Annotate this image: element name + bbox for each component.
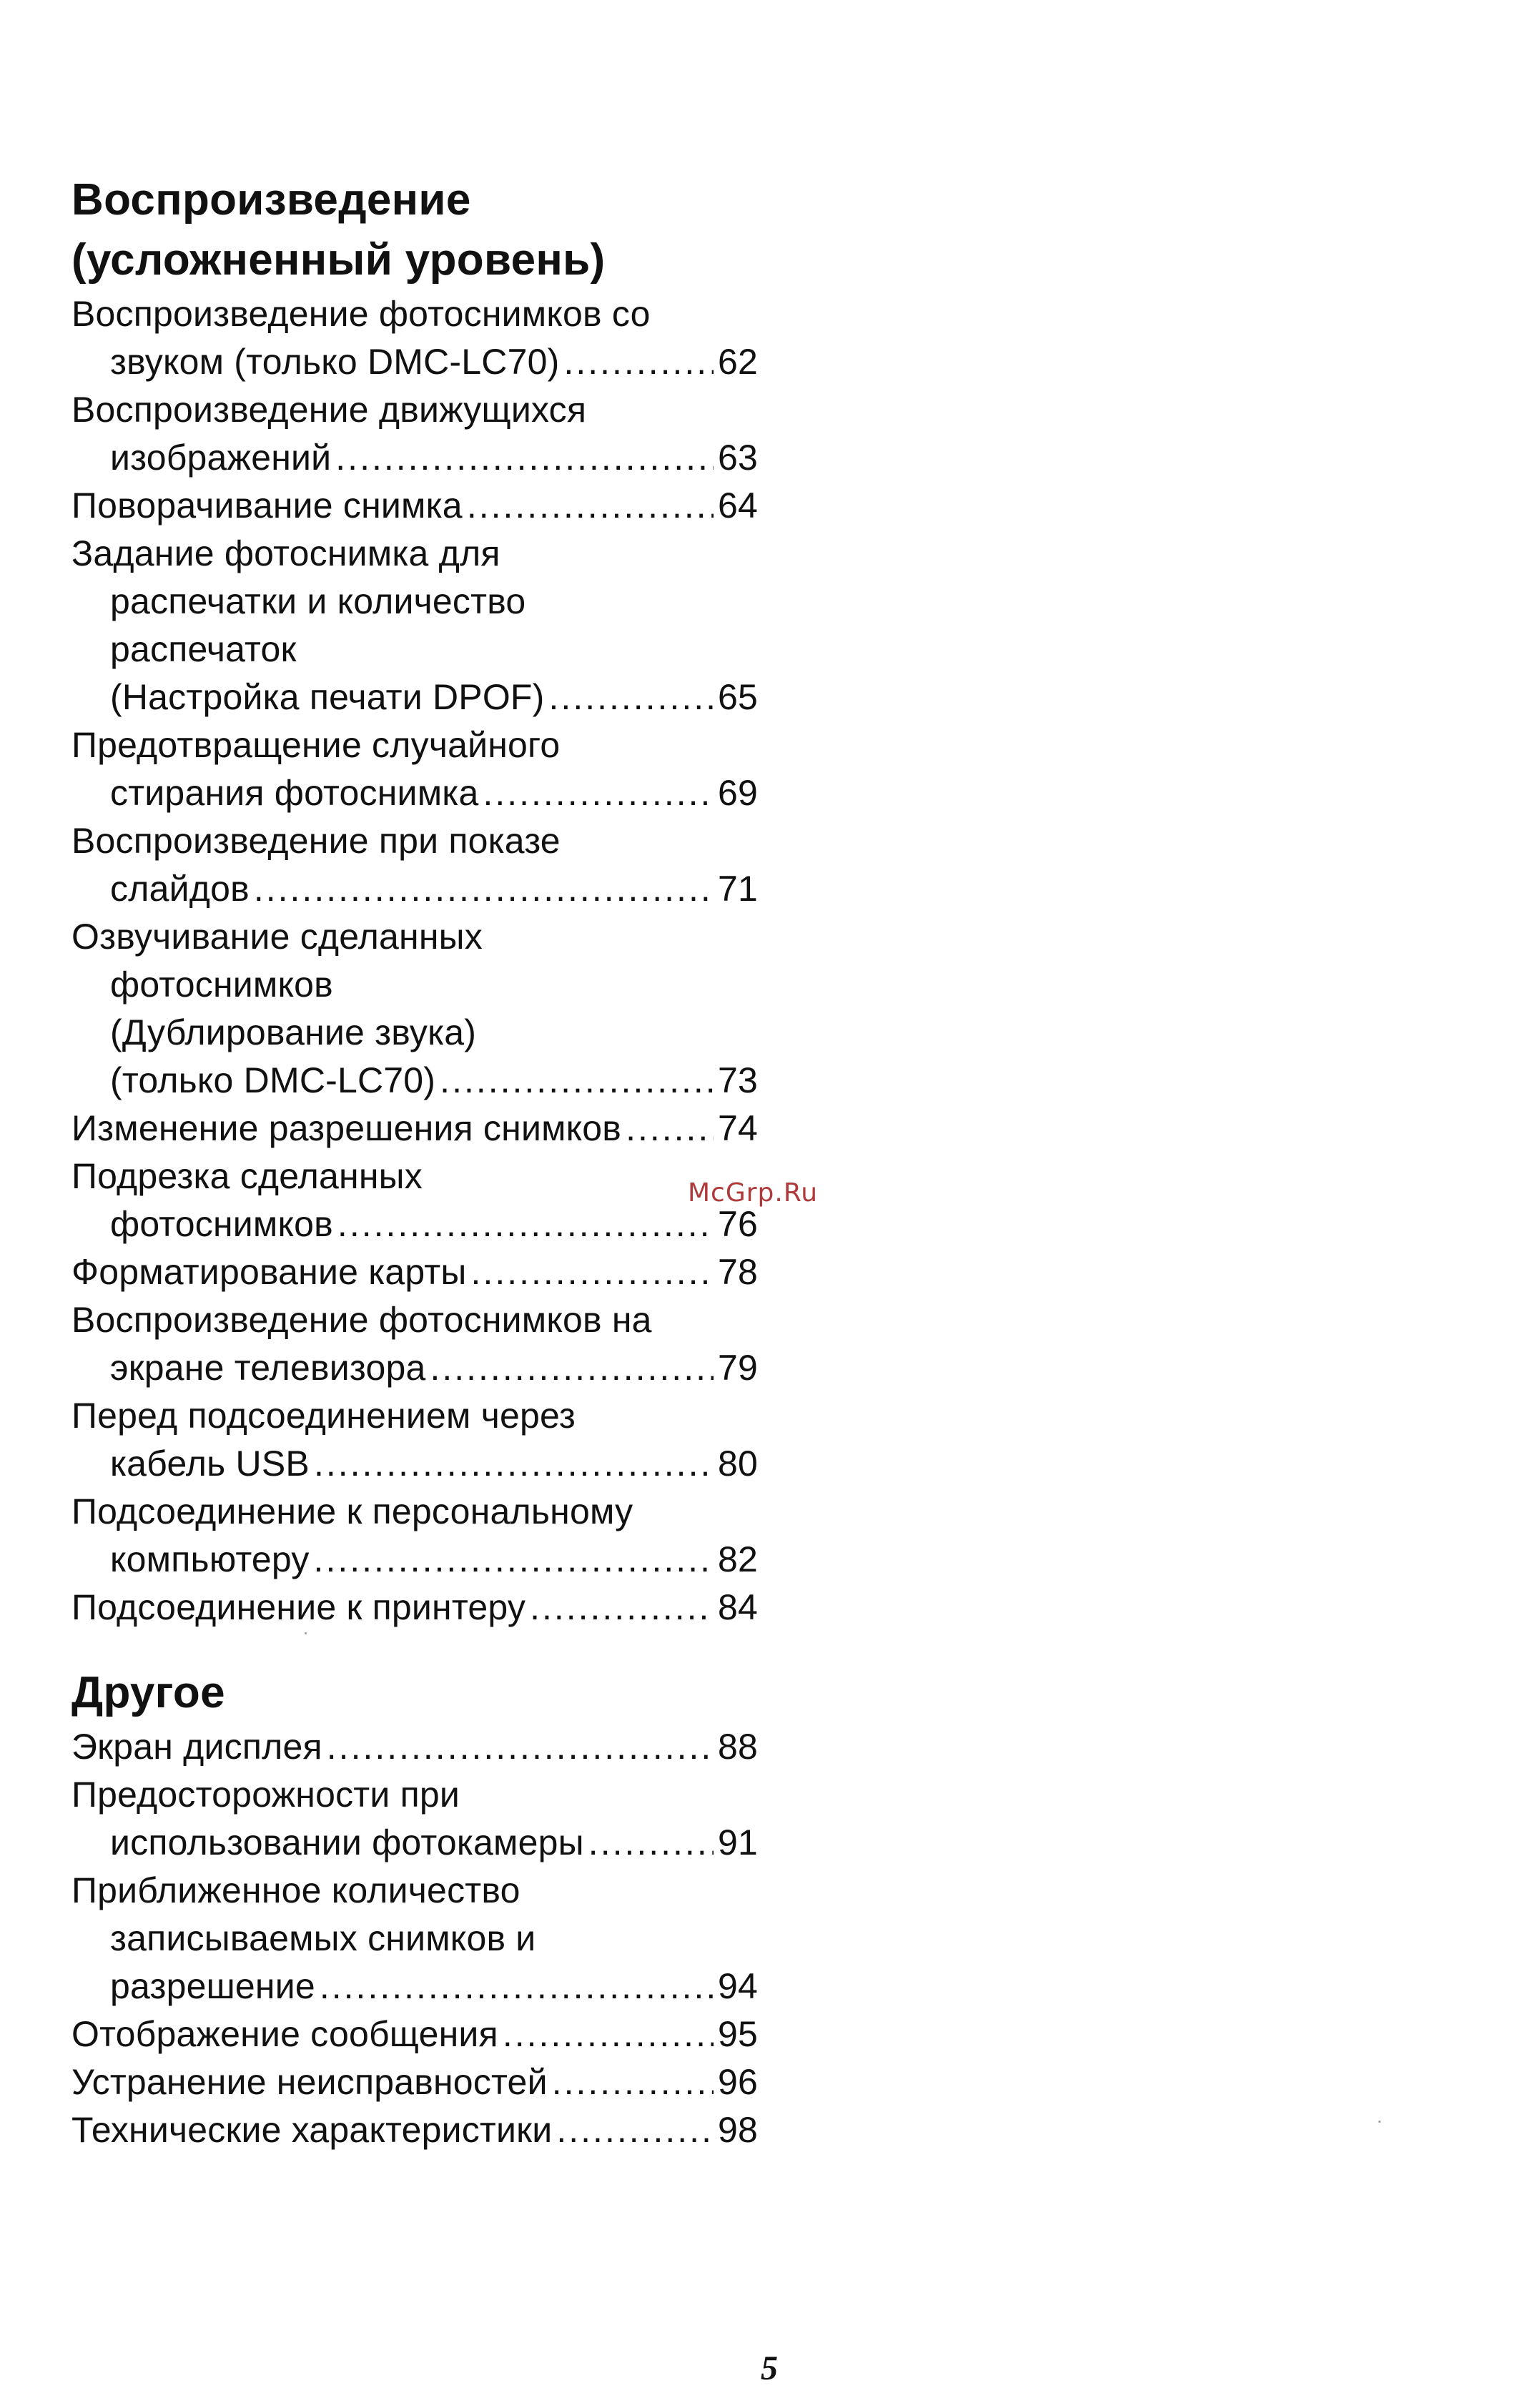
dot-leader	[254, 865, 714, 913]
dot-leader	[549, 673, 714, 721]
scan-speck	[1378, 2121, 1381, 2123]
dot-leader	[337, 1200, 714, 1248]
toc-entry-last-line	[71, 1723, 758, 1771]
dot-leader	[314, 1440, 714, 1488]
toc-entry-last-line	[71, 482, 758, 530]
dot-leader	[471, 1248, 714, 1296]
toc-entry-text: Технические характеристики	[71, 2110, 553, 2150]
toc-entry-page-number: 63	[717, 438, 758, 478]
toc-entry-last-line	[71, 1584, 758, 1632]
toc-entry-line: фотоснимков	[110, 964, 333, 1005]
toc-entry-page-number: 82	[717, 1539, 758, 1579]
toc-entry-line: Задание фотоснимка для	[71, 533, 500, 573]
toc-entry	[71, 1153, 758, 1248]
toc-section-playback-advanced	[71, 170, 758, 1632]
section-heading	[71, 170, 758, 290]
section-heading-line: Другое	[71, 1668, 225, 1717]
toc-entry-line: распечатки и количество	[110, 581, 526, 621]
toc-entry-page-number: 96	[717, 2062, 758, 2102]
toc-entry-last-line	[71, 1819, 758, 1867]
toc-entry-last-line	[71, 1200, 758, 1248]
toc-entry-line: Подрезка сделанных	[71, 1156, 423, 1196]
toc-entry-page-number: 78	[717, 1252, 758, 1292]
toc-entry-last-line	[71, 1440, 758, 1488]
toc-entry-line: Озвучивание сделанных	[71, 917, 483, 957]
toc-entry-text: изображений	[110, 438, 332, 478]
toc-entry-page-number: 65	[717, 677, 758, 717]
toc-entry-page-number: 76	[717, 1204, 758, 1244]
toc-entry-line: Воспроизведение фотоснимков со	[71, 294, 651, 334]
toc-entry-last-line	[71, 1057, 758, 1105]
dot-leader	[552, 2058, 714, 2106]
toc-entry	[71, 2010, 758, 2058]
watermark: McGrp.Ru	[688, 1178, 819, 1208]
dot-leader	[588, 1819, 714, 1867]
toc-entry-last-line	[71, 2058, 758, 2106]
toc-entry-line: Предосторожности при	[71, 1775, 460, 1815]
toc-entry-page-number: 91	[717, 1822, 758, 1862]
dot-leader	[563, 338, 714, 386]
toc-entry-text: стирания фотоснимка	[110, 773, 479, 813]
toc-entry-last-line	[71, 434, 758, 482]
toc-entry	[71, 530, 758, 721]
section-heading	[71, 1663, 758, 1723]
toc-entry	[71, 817, 758, 913]
toc-entry-text: звуком (только DMC-LC70)	[110, 342, 560, 382]
toc-entry-text: фотоснимков	[110, 1204, 333, 1244]
toc-entry	[71, 482, 758, 530]
toc-entry-last-line	[71, 338, 758, 386]
dot-leader	[327, 1723, 714, 1771]
toc-entry-text: компьютеру	[110, 1539, 310, 1579]
toc-entry-last-line	[71, 1248, 758, 1296]
toc-entry	[71, 1488, 758, 1584]
dot-leader	[440, 1057, 714, 1105]
toc-entry	[71, 1105, 758, 1153]
toc-entry-text: (только DMC-LC70)	[110, 1060, 436, 1100]
dot-leader	[320, 1963, 714, 2010]
toc-entry-text: Подсоединение к принтеру	[71, 1587, 526, 1627]
toc-entry-text: Поворачивание снимка	[71, 485, 463, 525]
toc-entry-text: кабель USB	[110, 1444, 310, 1484]
toc-entry-page-number: 64	[717, 485, 758, 525]
toc-entry-last-line	[71, 1344, 758, 1392]
toc-entry-line: Воспроизведение движущихся	[71, 390, 587, 430]
toc-entry-last-line	[71, 673, 758, 721]
toc-entry-line: Предотвращение случайного	[71, 725, 561, 765]
toc-entry-line: распечаток	[110, 629, 297, 669]
toc-entry-text: Изменение разрешения снимков	[71, 1108, 622, 1148]
toc-entry-text: Устранение неисправностей	[71, 2062, 548, 2102]
toc-entry-line: Перед подсоединением через	[71, 1396, 576, 1436]
toc-entry-last-line	[71, 2106, 758, 2154]
toc-entry-page-number: 74	[717, 1108, 758, 1148]
page-number: 5	[761, 2349, 778, 2387]
toc-entry	[71, 290, 758, 386]
toc-entry	[71, 1723, 758, 1771]
toc-entry	[71, 2106, 758, 2154]
toc-entry-line: записываемых снимков и	[110, 1918, 536, 1958]
toc-entry-text: Форматирование карты	[71, 1252, 467, 1292]
section-heading-line: Воспроизведение	[71, 175, 471, 224]
toc-entry	[71, 913, 758, 1105]
toc-entry-page-number: 73	[717, 1060, 758, 1100]
toc-entry-page-number: 69	[717, 773, 758, 813]
toc-entry	[71, 1296, 758, 1392]
toc-entry-text: экране телевизора	[110, 1348, 426, 1388]
toc-entry	[71, 1771, 758, 1867]
toc-entry-text: Отображение сообщения	[71, 2014, 498, 2054]
toc-entry-page-number: 98	[717, 2110, 758, 2150]
toc-entry-last-line	[71, 1963, 758, 2010]
dot-leader	[530, 1584, 714, 1632]
toc-entry-page-number: 95	[717, 2014, 758, 2054]
dot-leader	[483, 769, 714, 817]
toc-entry-last-line	[71, 769, 758, 817]
toc-section-other	[71, 1663, 758, 2154]
toc-entry-page-number: 88	[717, 1727, 758, 1767]
toc-entry-text: разрешение	[110, 1966, 315, 2006]
dot-leader	[626, 1105, 714, 1153]
toc-entry	[71, 1392, 758, 1488]
toc-entry-line: Приближенное количество	[71, 1870, 520, 1910]
toc-entry	[71, 2058, 758, 2106]
toc-entry-page-number: 80	[717, 1444, 758, 1484]
toc-entry-last-line	[71, 1536, 758, 1584]
toc-entry	[71, 386, 758, 482]
toc-entry-text: слайдов	[110, 869, 250, 909]
dot-leader	[556, 2106, 714, 2154]
dot-leader	[314, 1536, 714, 1584]
dot-leader	[335, 434, 714, 482]
toc-entry	[71, 1584, 758, 1632]
toc-entry-page-number: 84	[717, 1587, 758, 1627]
toc-list	[71, 1723, 758, 2154]
toc-entry-last-line	[71, 1105, 758, 1153]
dot-leader	[503, 2010, 714, 2058]
toc-entry-last-line	[71, 2010, 758, 2058]
dot-leader	[430, 1344, 714, 1392]
toc-entry-page-number: 71	[717, 869, 758, 909]
toc-list	[71, 290, 758, 1632]
toc-entry-line: Подсоединение к персональному	[71, 1491, 633, 1531]
toc-entry-last-line	[71, 865, 758, 913]
dot-leader	[467, 482, 714, 530]
toc-entry	[71, 721, 758, 817]
toc-entry-text: использовании фотокамеры	[110, 1822, 584, 1862]
toc-entry-line: Воспроизведение при показе	[71, 821, 561, 861]
toc-entry-line: (Дублирование звука)	[110, 1012, 477, 1052]
toc-entry-text: (Настройка печати DPOF)	[110, 677, 545, 717]
toc-entry	[71, 1248, 758, 1296]
toc-entry-page-number: 94	[717, 1966, 758, 2006]
scan-speck	[305, 1632, 307, 1634]
section-heading-line: (усложненный уровень)	[71, 235, 606, 285]
toc-entry-text: Экран дисплея	[71, 1727, 322, 1767]
toc-entry-line: Воспроизведение фотоснимков на	[71, 1300, 652, 1340]
toc-entry	[71, 1867, 758, 2010]
toc-entry-page-number: 79	[717, 1348, 758, 1388]
toc-entry-page-number: 62	[717, 342, 758, 382]
